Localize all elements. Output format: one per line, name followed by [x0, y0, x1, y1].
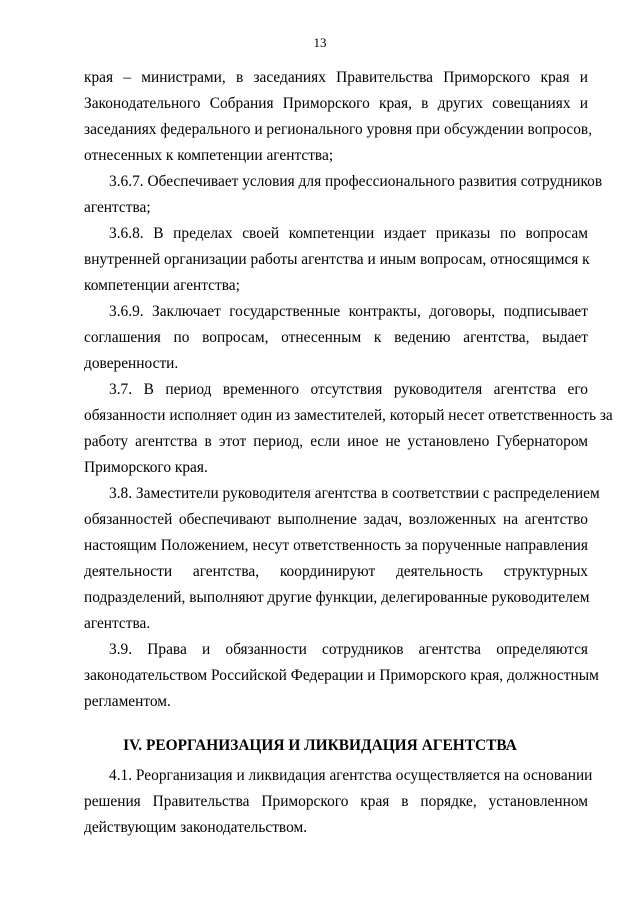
text-line: обязанностей обеспечивают выполнение задач, возложенных на агентство	[84, 511, 588, 528]
text-line: деятельности агентства, координируют деятельность структурных	[84, 563, 588, 580]
text-line: регламентом.	[84, 693, 171, 710]
text-line: 3.9. Права и обязанности сотрудников агентства определяются	[109, 641, 588, 658]
text-line: агентства.	[84, 615, 151, 632]
text-line: законодательством Российской Федерации и Приморского края, должностным	[84, 667, 599, 684]
text-line: 3.6.7. Обеспечивает условия для профессионального развития сотрудников	[109, 173, 603, 190]
text-line: действующим законодательством.	[84, 819, 308, 836]
text-line: доверенности.	[84, 355, 179, 372]
text-line: 3.8. Заместители руководителя агентства в соответствии с распределением	[109, 485, 600, 502]
text-line: заседаниях федерального и регионального уровня при обсуждении вопросов,	[84, 121, 593, 138]
text-line: 3.6.8. В пределах своей компетенции издает приказы по вопросам	[109, 225, 588, 242]
text-line: обязанности исполняет один из заместителей, который несет ответственность за	[84, 407, 613, 424]
text-line: решения Правительства Приморского края в порядке, установленном	[84, 793, 588, 810]
text-line: подразделений, выполняют другие функции, делегированные руководителем	[84, 589, 590, 606]
text-line: соглашения по вопросам, отнесенным к ведению агентства, выдает	[84, 329, 588, 346]
text-line: компетенции агентства;	[84, 277, 240, 294]
text-line: края – министрами, в заседаниях Правительства Приморского края и	[84, 69, 588, 86]
text-line: 3.6.9. Заключает государственные контракты, договоры, подписывает	[109, 303, 588, 320]
text-line: внутренней организации работы агентства и иным вопросам, относящимся к	[84, 251, 590, 268]
text-line: отнесенных к компетенции агентства;	[84, 147, 334, 164]
text-line: 4.1. Реорганизация и ликвидация агентства осуществляется на основании	[109, 767, 593, 784]
text-line: Законодательного Собрания Приморского края, в других совещаниях и	[84, 95, 588, 112]
text-line: работу агентства в этот период, если иное не установлено Губернатором	[84, 433, 588, 450]
text-line: 3.7. В период временного отсутствия руководителя агентства его	[109, 381, 588, 398]
text-line: Приморского края.	[84, 459, 208, 476]
section-heading: IV. РЕОРГАНИЗАЦИЯ И ЛИКВИДАЦИЯ АГЕНТСТВА	[123, 737, 517, 754]
text-line: агентства;	[84, 199, 151, 216]
page-number: 13	[313, 35, 327, 50]
text-line: настоящим Положением, несут ответственность за порученные направления	[84, 537, 588, 554]
